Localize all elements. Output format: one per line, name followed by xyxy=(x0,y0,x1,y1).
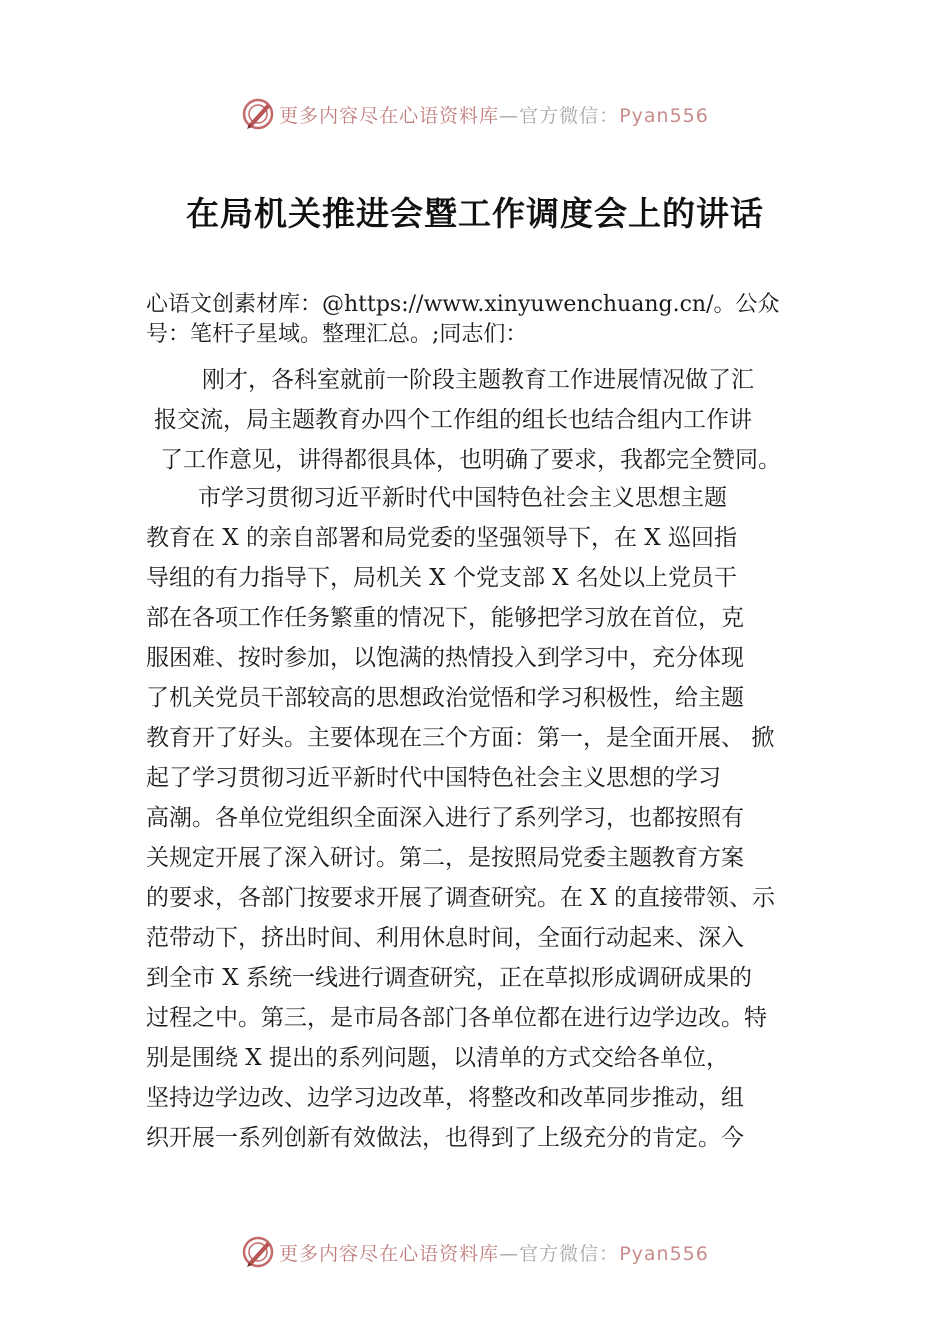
paragraph-line: 市学习贯彻习近平新时代中国特色社会主义思想主题 xyxy=(198,485,727,511)
paragraph-line: 了机关党员干部较高的思想政治觉悟和学习积极性，给主题 xyxy=(146,685,744,711)
banner-wechat-label: —官方微信： xyxy=(499,1242,620,1265)
paragraph-line: 关规定开展了深入研讨。第二，是按照局党委主题教育方案 xyxy=(146,845,744,871)
paragraph-line: 了工作意见，讲得都很具体，也明确了要求，我都完全赞同。 xyxy=(160,447,781,473)
paragraph-line: 刚才，各科室就前一阶段主题教育工作进展情况做了汇 xyxy=(202,367,754,393)
paragraph-line: 教育在 X 的亲自部署和局党委的坚强领导下，在 X 巡回指 xyxy=(146,525,737,551)
paragraph-line: 报交流，局主题教育办四个工作组的组长也结合组内工作讲 xyxy=(154,407,752,433)
pen-seal-logo-icon xyxy=(241,97,275,131)
document-title: 在局机关推进会暨工作调度会上的讲话 xyxy=(186,194,764,233)
paragraph-1 xyxy=(146,360,822,480)
paragraph-line: 别是围绕 X 提出的系列问题，以清单的方式交给各单位， xyxy=(146,1045,729,1071)
paragraph-line: 过程之中。第三，是市局各部门各单位都在进行边学边改。特 xyxy=(146,1005,767,1031)
banner-text xyxy=(279,1239,709,1266)
intro-line: 号：笔杆子星域。整理汇总。;同志们： xyxy=(146,322,528,347)
banner-wechat-id: Pyan556 xyxy=(619,1242,709,1265)
paragraph-line: 到全市 X 系统一线进行调查研究，正在草拟形成调研成果的 xyxy=(146,965,752,991)
intro-line: 心语文创素材库：@https://www.xinyuwenchuang.cn/。公众 xyxy=(146,292,780,317)
paragraph-line: 导组的有力指导下，局机关 X 个党支部 X 名处以上党员干 xyxy=(146,565,737,591)
header-banner xyxy=(0,94,950,134)
paragraph-line: 高潮。各单位党组织全面深入进行了系列学习，也都按照有 xyxy=(146,805,744,831)
paragraph-line: 的要求，各部门按要求开展了调查研究。在 X 的直接带领、示 xyxy=(146,885,775,911)
banner-wechat-id: Pyan556 xyxy=(619,104,709,127)
paragraph-2 xyxy=(146,478,822,1158)
paragraph-line: 坚持边学边改、边学习边改革，将整改和改革同步推动，组 xyxy=(146,1085,744,1111)
paragraph-line: 范带动下，挤出时间、利用休息时间，全面行动起来、深入 xyxy=(146,925,744,951)
banner-text xyxy=(279,101,709,128)
banner-wechat-label: —官方微信： xyxy=(499,104,620,127)
pen-seal-logo-icon xyxy=(241,1235,275,1269)
banner-site-name: 更多内容尽在心语资料库 xyxy=(279,104,500,127)
paragraph-line: 服困难、按时参加，以饱满的热情投入到学习中，充分体现 xyxy=(146,645,744,671)
paragraph-line: 起了学习贯彻习近平新时代中国特色社会主义思想的学习 xyxy=(146,765,721,791)
paragraph-line: 织开展一系列创新有效做法，也得到了上级充分的肯定。今 xyxy=(146,1125,744,1151)
intro-block xyxy=(146,290,822,350)
paragraph-line: 部在各项工作任务繁重的情况下，能够把学习放在首位，克 xyxy=(146,605,744,631)
footer-banner xyxy=(0,1232,950,1272)
paragraph-line: 教育开了好头。主要体现在三个方面：第一，是全面开展、 掀 xyxy=(146,725,775,751)
banner-site-name: 更多内容尽在心语资料库 xyxy=(279,1242,500,1265)
